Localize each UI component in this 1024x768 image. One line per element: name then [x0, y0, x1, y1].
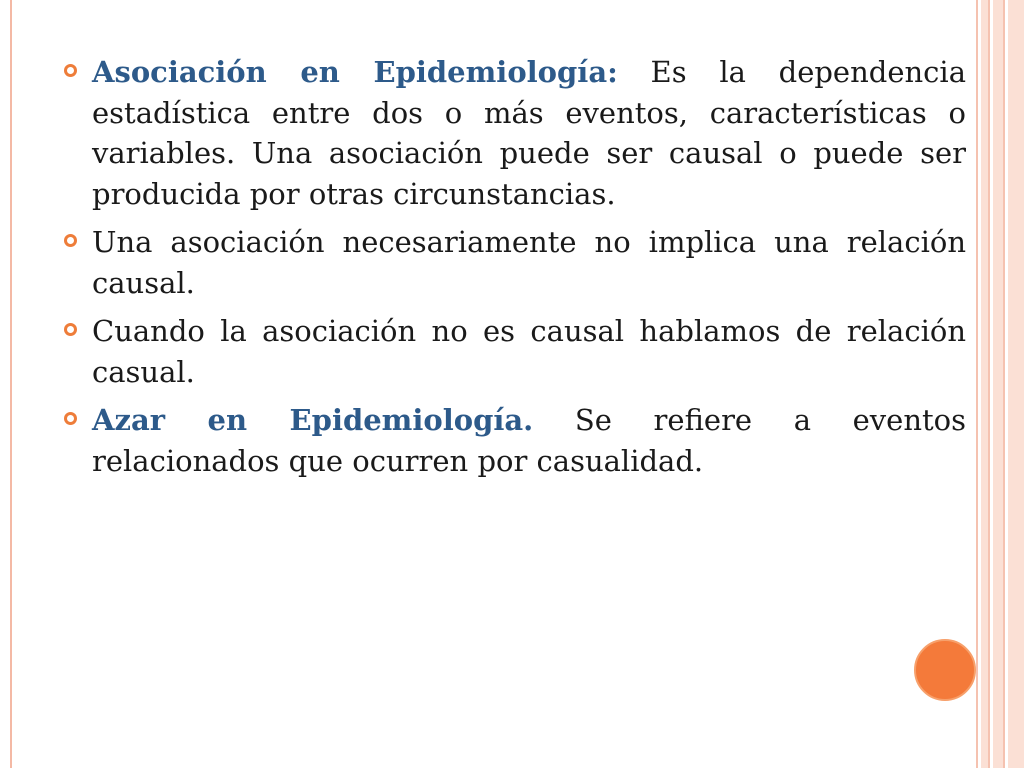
right-stripe — [988, 0, 990, 768]
orange-circle-icon — [914, 639, 976, 701]
ring-bullet-icon — [64, 234, 77, 247]
right-stripe — [1003, 0, 1005, 768]
right-stripe — [976, 0, 978, 768]
ring-bullet-icon — [64, 412, 77, 425]
right-stripe — [1008, 0, 1024, 768]
bullet-item — [62, 222, 966, 303]
bullet-list — [62, 52, 966, 489]
bullet-text: Cuando la asociación no es causal hablamos de relación casual. — [92, 314, 966, 389]
bullet-item — [62, 311, 966, 392]
right-stripe — [993, 0, 1003, 768]
bullet-item — [62, 400, 966, 481]
bullet-item — [62, 52, 966, 214]
ring-bullet-icon — [64, 64, 77, 77]
term-label: Asociación en Epidemiología: — [92, 55, 618, 89]
right-stripe — [981, 0, 988, 768]
bullet-text: Es la dependencia estadística entre dos o más eventos, características o variables. Una asociación puede ser causal o puede ser producida por otras circunstancias. — [92, 55, 966, 211]
left-border-line — [10, 0, 12, 768]
term-label: Azar en Epidemiología. — [92, 403, 534, 437]
bullet-text: Se refiere a eventos relacionados que ocurren por casualidad. — [92, 403, 966, 478]
bullet-text: Una asociación necesariamente no implica una relación causal. — [92, 225, 966, 300]
ring-bullet-icon — [64, 323, 77, 336]
